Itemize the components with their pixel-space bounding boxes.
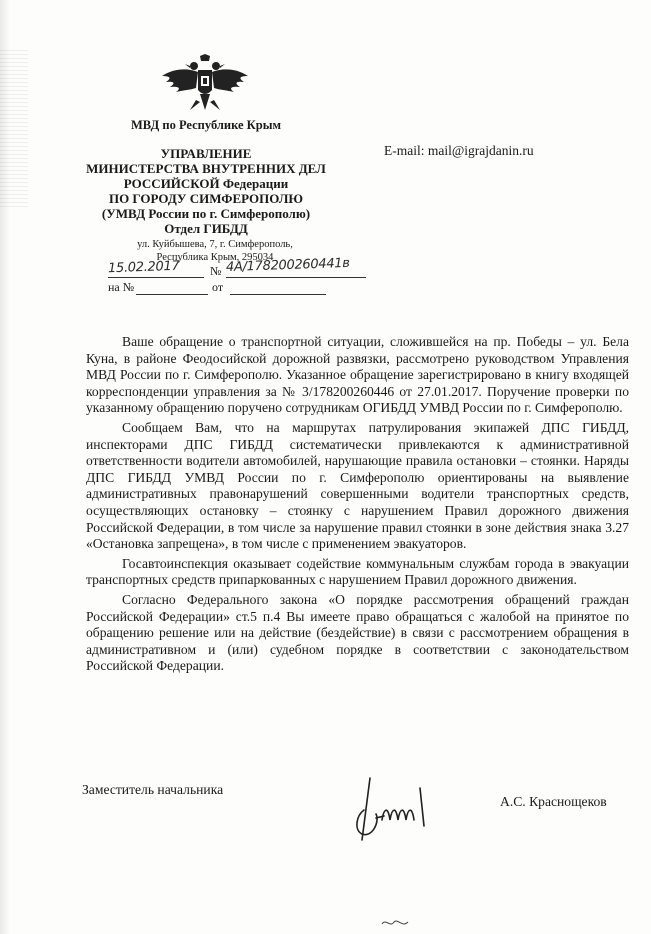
signer-name: А.С. Краснощеков (500, 794, 607, 809)
reply-from-label: от (212, 280, 224, 294)
recipient-email: E-mail: mail@igrajdanin.ru (384, 143, 534, 158)
letterhead-block (86, 146, 326, 236)
body-paragraph: Госавтоинспекция оказывает содействие коммунальным службам города в эвакуации транспортных средств припаркованных с нарушением Правил дорожного движения. (86, 555, 629, 588)
double-headed-eagle-icon (160, 54, 250, 116)
date-underline (108, 277, 204, 278)
body-paragraph: Согласно Федерального закона «О порядке рассмотрения обращений граждан Российской Федерации» ст.5 п.4 Вы имеете право обращаться с жалобой на принятое по обращению решение или на действие (бездействие) в связи с рассмотрением обращения в административном и (или) судебном порядке в соответствии с законодательством Российской Федерации. (86, 591, 629, 674)
letterhead-line: (УМВД России по г. Симферополю) (101, 206, 311, 221)
body-paragraph: Ваше обращение о транспортной ситуации, сложившейся на пр. Победы – ул. Бела Куна, в районе Феодосийской дорожной развязки, рассмотрено руководством Управления МВД России по г. Симферополю. Указанное обращение зарегистрировано в книгу входящей корреспонденции управления за № 3/178200260446 от 27.01.2017. Поручение проверки по указанному обращению поручено сотрудникам ОГИБДД УМВД России по г. Симферополю. (86, 334, 629, 416)
number-label: № (210, 264, 222, 278)
address-line: Республика Крым, 295034 (156, 252, 274, 263)
registration-number: 4А/178200260441в (225, 255, 350, 276)
scan-edge-shadow (0, 0, 10, 934)
org-name: МВД по Республике Крым (131, 118, 281, 132)
body-paragraph: Сообщаем Вам, что на маршрутах патрулирования экипажей ДПС ГИБДД, инспекторами ДПС ГИБДД систематически привлекаются к административной ответственности водители автомобилей, нарушающие правила остановки – стоянки. Наряды ДПС ГИБДД УМВД России по г. Симферополю ориентированы на выявление административных правонарушений совершенными водители транспортных средств, осуществляющих остановку – стоянку с нарушением Правил дорожного движения Российской Федерации, в том числе за нарушение правил стоянки в зоне действия знака 3.27 «Остановка запрещена», в том числе с применением эвакуаторов. (86, 419, 629, 552)
signer-title: Заместитель начальника (82, 782, 224, 797)
reply-number-underline (136, 294, 208, 295)
reply-prefix: на № (108, 280, 135, 294)
letter-body (86, 334, 629, 678)
registration-date: 15.02.2017 (107, 258, 180, 277)
letterhead-line: РОССИЙСКОЙ Федерации (123, 176, 289, 191)
reply-date-underline (230, 294, 326, 295)
letterhead-line: МИНИСТЕРСТВА ВНУТРЕННИХ ДЕЛ (86, 161, 326, 176)
address-line: ул. Куйбышева, 7, г. Симферополь, (137, 239, 293, 250)
letterhead-line: УПРАВЛЕНИЕ (160, 146, 252, 161)
letterhead-line: ПО ГОРОДУ СИМФЕРОПОЛЮ (108, 191, 304, 206)
letterhead-line: Отдел ГИБДД (164, 221, 248, 236)
number-underline (226, 277, 366, 278)
scan-mark-icon (378, 912, 414, 932)
handwritten-signature-icon (350, 770, 450, 845)
